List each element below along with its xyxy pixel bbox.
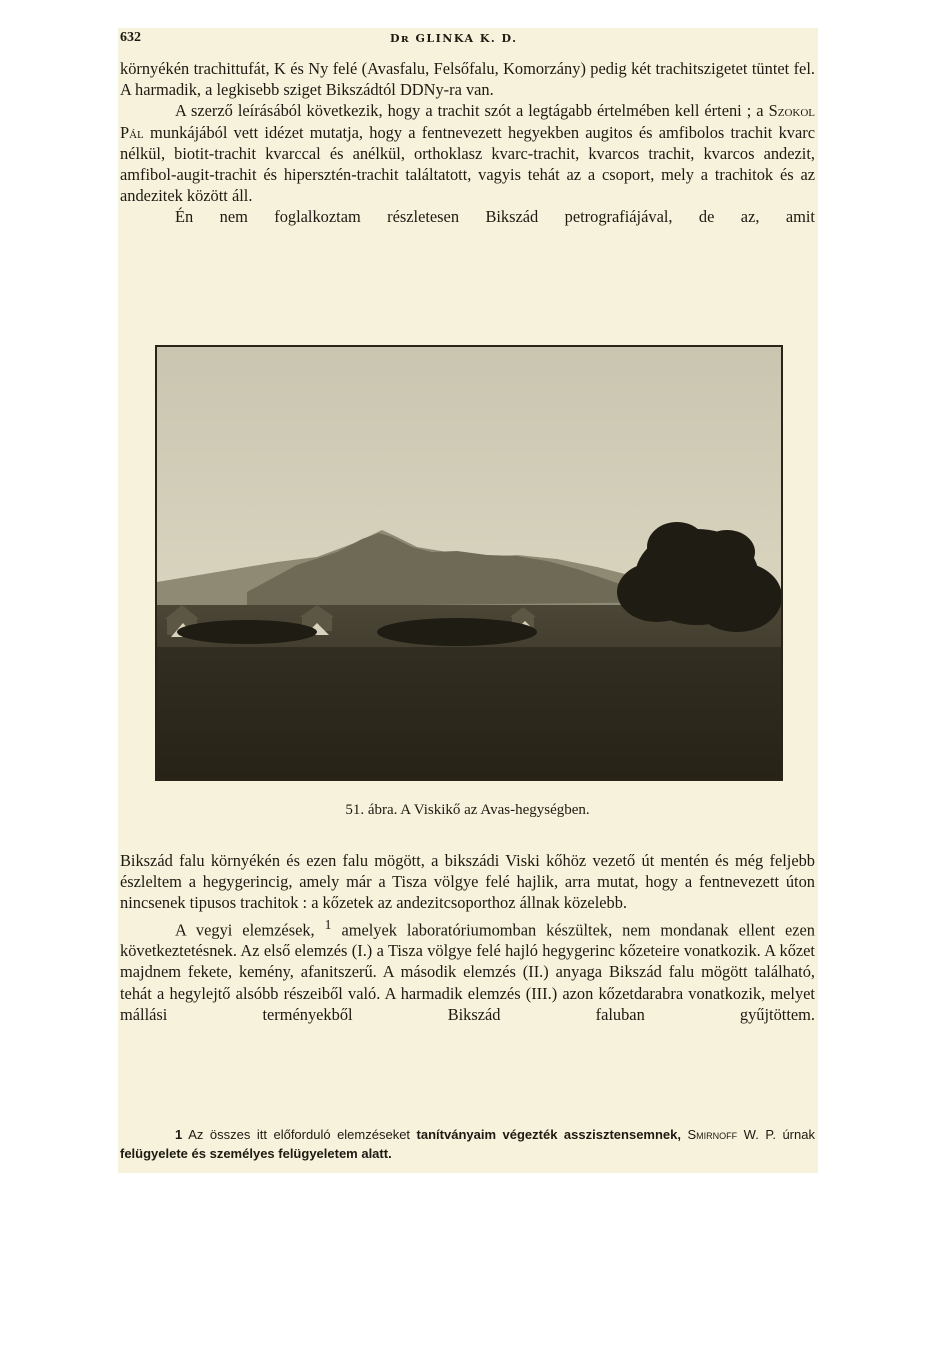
footnote-text: tanítványaim végezték asszisztensemnek, (416, 1127, 681, 1142)
text-run: A vegyi elemzések, (175, 920, 315, 940)
footnote-reference[interactable]: 1 (324, 916, 332, 932)
paragraph (120, 100, 815, 206)
footnote-marker: 1 (175, 1127, 183, 1142)
footnote (120, 1125, 815, 1163)
text-run: amelyek laboratóriumomban készültek, nem mondanak ellent ezen következtetésnek. Az első elemzés (I.) a Tisza völgye felé hajló hegygerinc kőzeteire vonatkozik. A kőzet majdnem fekete, kemény, afanitszerű. A második elemzés (II.) anyaga Bikszád falu mögött található, tehát a hegylejtő alsóbb részeiből való. A harmadik elemzés (III.) azon kőzetdarabra vonatkozik, melyet mállási terményekből Bikszád faluban gyűjtöttem. (120, 920, 815, 1024)
paragraph: környékén trachittufát, K és Ny felé (Avasfalu, Felsőfalu, Komorzány) pedig két trachitszigetet tüntet fel. A harmadik, a legkisebb sziget Bikszádtól DDNy-ra van. (120, 59, 815, 100)
page-number: 632 (120, 30, 141, 45)
footnote-text: felügyelete és személyes felügyeletem alatt. (120, 1146, 392, 1161)
footnote-author-name: Smirnoff (687, 1127, 738, 1142)
running-head: Dʀ GLINKA K. D. (390, 32, 518, 45)
paragraph (120, 914, 815, 1025)
paragraph: Én nem foglalkoztam részletesen Bikszád petrografiájával, de az, amit (175, 207, 815, 227)
text-run: A szerző leírásából következik, hogy a trachit szót a legtágabb értelmében kell érteni ; a (175, 101, 764, 121)
figure-photograph (155, 345, 783, 781)
page-header (120, 30, 816, 50)
body-text-bottom (120, 850, 815, 1025)
text-run: munkájából vett idézet mutatja, hogy a fentnevezett hegyekben augitos és amfibolos trachit kvarc nélkül, biotit-trachit kvarccal és anélkül, orthoklasz kvarc-trachit, kvarcos trachit, kvarcos andezit, amfibol-augit-trachit és hipersztén-trachit találtatott, vagyis tehát az a csoport, mely a trachitok és az andezitek között áll. (120, 122, 815, 206)
body-text-top (120, 58, 815, 228)
author-name: Szokol Pál (120, 101, 815, 142)
footnote-text: W. P. úrnak (737, 1127, 815, 1142)
figure-caption: 51. ábra. A Viskikő az Avas-hegységben. (345, 802, 590, 818)
paragraph: Bikszád falu környékén és ezen falu mögött, a bikszádi Viski kőhöz vezető út mentén és még feljebb észleltem a hegygerincig, amely már a Tisza völgye felé hajlik, arra mutat, hogy a fentnevezett úton nincsenek tipusos trachitok : a kőzetek az andezitcsoporthoz állnak közelebb. (120, 851, 815, 913)
landscape-photo (157, 347, 781, 779)
footnote-text: Az összes itt előforduló elemzéseket (188, 1127, 417, 1142)
